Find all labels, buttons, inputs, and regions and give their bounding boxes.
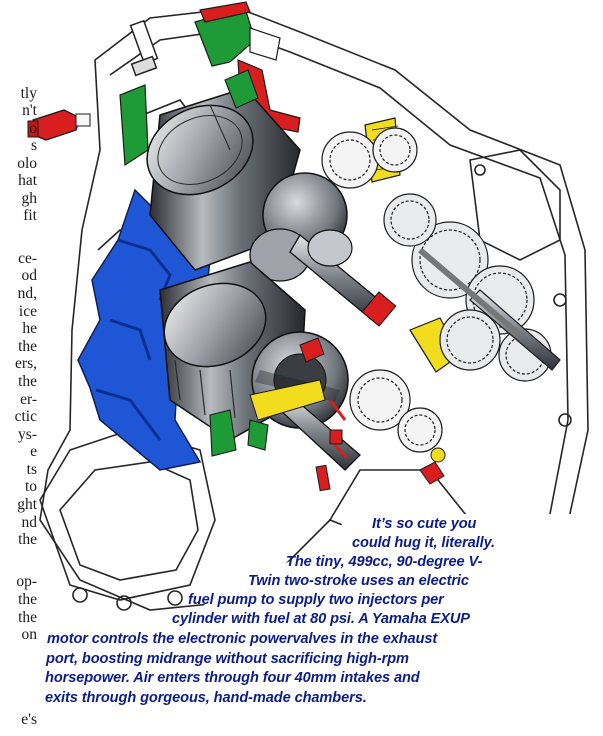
body-text-line: gh [21, 190, 37, 207]
body-text-line: ice [18, 303, 37, 320]
caption-line: It’s so cute you [372, 516, 477, 532]
body-text-line: fit [23, 207, 37, 224]
body-text-line: the [18, 609, 37, 626]
body-text-line: e's [21, 711, 37, 728]
body-text-line: n't [22, 102, 37, 119]
spark-plug [131, 21, 158, 76]
body-text-line: the [18, 373, 37, 390]
body-text-line: he [22, 320, 37, 337]
caption-line: exits through gorgeous, hand-made chambers. [45, 690, 367, 706]
caption-line: port, boosting midrange without sacrificing high-rpm [46, 651, 409, 667]
caption-line: cylinder with fuel at 80 psi. A Yamaha EXUP [172, 611, 470, 627]
body-text-line: er- [20, 391, 37, 408]
body-text-line: tly [20, 85, 37, 102]
body-text-line: ght [17, 496, 37, 513]
crankshaft-upper [290, 230, 396, 326]
body-text-line: op- [16, 573, 37, 590]
caption-line: could hug it, literally. [352, 535, 496, 551]
body-text-line: nd, [17, 285, 37, 302]
caption-line: Twin two-stroke uses an electric [248, 573, 469, 589]
body-text-line: ce- [18, 250, 37, 267]
body-text-line: olo [17, 155, 37, 172]
body-text-line: nd [21, 514, 37, 531]
body-text-line: od [21, 267, 37, 284]
body-text-line: o [29, 120, 37, 137]
body-text-line: the [18, 591, 37, 608]
body-text-line: the [18, 531, 37, 548]
body-text-line: ers, [15, 355, 37, 372]
red-fuel-fitting-icon [28, 110, 90, 140]
body-text-line: on [21, 626, 37, 643]
body-text-line: e [30, 443, 37, 460]
caption-line: horsepower. Air enters through four 40mm intakes and [45, 670, 420, 686]
caption-line: fuel pump to supply two injectors per [188, 592, 444, 608]
body-text-line: hat [18, 172, 37, 189]
body-text-line: to [24, 478, 37, 495]
caption-line: The tiny, 499cc, 90-degree V- [286, 554, 483, 570]
body-text-line: s [30, 137, 37, 154]
body-text-line: ys- [18, 426, 37, 443]
body-text-line: ts [26, 461, 37, 478]
caption-line: motor controls the electronic powervalves in the exhaust [47, 631, 438, 647]
body-text-line: ctic [14, 408, 37, 425]
body-text-line: the [18, 338, 37, 355]
